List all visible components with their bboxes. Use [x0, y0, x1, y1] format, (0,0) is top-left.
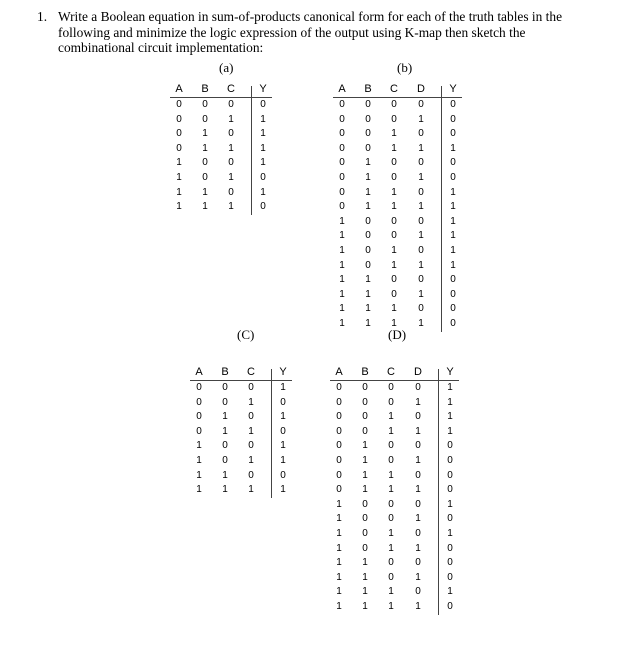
output-cell: 0 — [447, 557, 453, 569]
input-cell: 1 — [336, 513, 342, 525]
input-cell: 1 — [388, 425, 394, 437]
input-cell: 0 — [248, 440, 254, 452]
input-cell: 1 — [339, 245, 345, 256]
input-cell: 1 — [248, 455, 254, 466]
input-cell: 0 — [228, 186, 234, 198]
input-cell: 1 — [339, 288, 345, 300]
input-cell: 1 — [365, 172, 371, 183]
input-cell: 0 — [248, 382, 254, 393]
input-cell: 0 — [339, 186, 345, 198]
input-cell: 1 — [222, 469, 228, 481]
input-cell: 0 — [365, 245, 371, 256]
input-cell: 0 — [418, 157, 424, 169]
output-cell: 1 — [450, 142, 456, 154]
output-cell: 0 — [260, 172, 266, 183]
input-cell: 0 — [339, 99, 345, 110]
input-cell: 1 — [415, 396, 421, 408]
input-cell: 0 — [339, 113, 345, 125]
header-a: A — [338, 83, 346, 95]
output-cell: 0 — [450, 99, 456, 110]
input-cell: 1 — [418, 259, 424, 271]
input-cell: 0 — [388, 455, 394, 466]
header-b: B — [221, 366, 229, 378]
input-cell: 1 — [415, 542, 421, 554]
input-cell: 1 — [222, 411, 228, 423]
output-divider — [441, 86, 442, 332]
input-cell: 1 — [336, 586, 342, 598]
input-cell: 1 — [388, 586, 394, 598]
input-cell: 0 — [362, 498, 368, 510]
output-cell: 1 — [447, 396, 453, 408]
output-cell: 1 — [447, 425, 453, 437]
input-cell: 0 — [228, 157, 234, 169]
input-cell: 0 — [415, 498, 421, 510]
input-cell: 1 — [388, 411, 394, 423]
input-cell: 1 — [391, 245, 397, 256]
input-cell: 1 — [202, 186, 208, 198]
input-cell: 0 — [365, 99, 371, 110]
input-cell: 1 — [196, 455, 202, 466]
header-c: C — [227, 83, 235, 95]
table-b-label: (b) — [397, 60, 413, 75]
input-cell: 0 — [176, 128, 182, 140]
output-cell: 1 — [450, 215, 456, 227]
input-cell: 1 — [336, 557, 342, 569]
table-d-label: (D) — [388, 327, 407, 342]
input-cell: 0 — [391, 113, 397, 125]
input-cell: 1 — [362, 440, 368, 452]
input-cell: 1 — [418, 230, 424, 242]
input-cell: 0 — [362, 396, 368, 408]
output-cell: 1 — [450, 201, 456, 213]
input-cell: 1 — [196, 484, 202, 496]
input-cell: 1 — [248, 396, 254, 408]
input-cell: 1 — [228, 172, 234, 183]
input-cell: 1 — [202, 201, 208, 213]
input-cell: 0 — [365, 113, 371, 125]
input-cell: 0 — [388, 571, 394, 583]
input-cell: 0 — [222, 455, 228, 466]
input-cell: 0 — [339, 142, 345, 154]
output-divider — [438, 369, 439, 615]
input-cell: 0 — [336, 484, 342, 496]
output-cell: 1 — [450, 186, 456, 198]
input-cell: 0 — [339, 201, 345, 213]
output-cell: 1 — [260, 113, 266, 125]
header-divider — [330, 380, 459, 381]
output-cell: 1 — [280, 484, 286, 496]
input-cell: 0 — [415, 440, 421, 452]
input-cell: 0 — [176, 99, 182, 110]
input-cell: 0 — [362, 528, 368, 539]
output-cell: 1 — [280, 382, 286, 393]
input-cell: 1 — [391, 303, 397, 315]
input-cell: 1 — [388, 528, 394, 539]
header-d: D — [417, 83, 425, 95]
input-cell: 0 — [336, 411, 342, 423]
input-cell: 1 — [339, 318, 345, 329]
output-cell: 0 — [450, 128, 456, 140]
input-cell: 1 — [228, 142, 234, 154]
input-cell: 0 — [365, 215, 371, 227]
output-cell: 0 — [280, 396, 286, 408]
output-cell: 0 — [447, 601, 453, 612]
output-cell: 1 — [450, 230, 456, 242]
input-cell: 0 — [362, 411, 368, 423]
input-cell: 1 — [388, 601, 394, 612]
output-cell: 0 — [260, 201, 266, 213]
header-a: A — [195, 366, 203, 378]
output-cell: 0 — [450, 274, 456, 286]
input-cell: 1 — [362, 571, 368, 583]
input-cell: 0 — [202, 157, 208, 169]
input-cell: 0 — [196, 382, 202, 393]
input-cell: 0 — [196, 411, 202, 423]
input-cell: 0 — [365, 259, 371, 271]
header-y: Y — [279, 366, 287, 378]
input-cell: 0 — [336, 440, 342, 452]
input-cell: 0 — [365, 142, 371, 154]
input-cell: 1 — [339, 303, 345, 315]
input-cell: 0 — [388, 498, 394, 510]
header-divider — [333, 97, 462, 98]
input-cell: 1 — [222, 425, 228, 437]
input-cell: 1 — [362, 557, 368, 569]
input-cell: 1 — [248, 484, 254, 496]
output-cell: 1 — [280, 440, 286, 452]
input-cell: 0 — [176, 113, 182, 125]
input-cell: 0 — [336, 425, 342, 437]
output-cell: 0 — [447, 571, 453, 583]
header-y: Y — [449, 83, 457, 95]
input-cell: 0 — [362, 542, 368, 554]
question — [37, 9, 602, 56]
input-cell: 1 — [365, 157, 371, 169]
header-a: A — [175, 83, 183, 95]
input-cell: 0 — [391, 99, 397, 110]
input-cell: 1 — [196, 440, 202, 452]
output-cell: 1 — [260, 157, 266, 169]
input-cell: 1 — [388, 484, 394, 496]
input-cell: 1 — [362, 586, 368, 598]
input-cell: 0 — [415, 411, 421, 423]
input-cell: 0 — [418, 303, 424, 315]
input-cell: 0 — [228, 128, 234, 140]
input-cell: 1 — [415, 455, 421, 466]
input-cell: 1 — [391, 186, 397, 198]
output-cell: 0 — [450, 113, 456, 125]
header-y: Y — [259, 83, 267, 95]
input-cell: 1 — [202, 142, 208, 154]
header-divider — [170, 97, 272, 98]
input-cell: 1 — [222, 484, 228, 496]
input-cell: 0 — [336, 469, 342, 481]
input-cell: 1 — [415, 484, 421, 496]
output-cell: 0 — [447, 455, 453, 466]
input-cell: 1 — [418, 318, 424, 329]
input-cell: 0 — [202, 99, 208, 110]
input-cell: 0 — [202, 172, 208, 183]
input-cell: 0 — [391, 230, 397, 242]
input-cell: 1 — [415, 425, 421, 437]
output-cell: 1 — [447, 382, 453, 393]
input-cell: 0 — [391, 274, 397, 286]
input-cell: 1 — [418, 113, 424, 125]
input-cell: 1 — [336, 498, 342, 510]
input-cell: 0 — [418, 274, 424, 286]
input-cell: 1 — [176, 157, 182, 169]
input-cell: 0 — [418, 215, 424, 227]
input-cell: 0 — [415, 557, 421, 569]
input-cell: 1 — [365, 201, 371, 213]
input-cell: 0 — [391, 215, 397, 227]
input-cell: 0 — [362, 382, 368, 393]
input-cell: 0 — [362, 425, 368, 437]
input-cell: 0 — [418, 186, 424, 198]
input-cell: 1 — [365, 274, 371, 286]
output-cell: 0 — [447, 542, 453, 554]
input-cell: 0 — [391, 288, 397, 300]
header-d: D — [414, 366, 422, 378]
output-cell: 1 — [260, 128, 266, 140]
output-cell: 0 — [280, 469, 286, 481]
input-cell: 0 — [248, 469, 254, 481]
output-cell: 0 — [447, 440, 453, 452]
header-c: C — [390, 83, 398, 95]
header-c: C — [247, 366, 255, 378]
input-cell: 0 — [418, 245, 424, 256]
output-cell: 1 — [450, 245, 456, 256]
input-cell: 0 — [339, 172, 345, 183]
output-cell: 0 — [450, 303, 456, 315]
input-cell: 1 — [418, 288, 424, 300]
output-cell: 0 — [450, 318, 456, 329]
input-cell: 1 — [176, 201, 182, 213]
question-number: 1. — [37, 9, 48, 24]
input-cell: 0 — [388, 440, 394, 452]
input-cell: 0 — [415, 469, 421, 481]
table-a-label: (a) — [219, 60, 234, 75]
input-cell: 1 — [339, 274, 345, 286]
output-cell: 1 — [447, 528, 453, 539]
input-cell: 0 — [336, 382, 342, 393]
input-cell: 0 — [336, 396, 342, 408]
input-cell: 1 — [339, 215, 345, 227]
input-cell: 1 — [418, 142, 424, 154]
input-cell: 0 — [196, 396, 202, 408]
input-cell: 1 — [391, 201, 397, 213]
input-cell: 0 — [222, 396, 228, 408]
output-cell: 0 — [447, 513, 453, 525]
output-cell: 1 — [450, 259, 456, 271]
input-cell: 0 — [365, 128, 371, 140]
output-cell: 1 — [280, 455, 286, 466]
input-cell: 1 — [336, 601, 342, 612]
input-cell: 1 — [388, 469, 394, 481]
input-cell: 1 — [339, 230, 345, 242]
input-cell: 1 — [362, 601, 368, 612]
output-cell: 0 — [450, 172, 456, 183]
input-cell: 1 — [196, 469, 202, 481]
output-cell: 1 — [280, 411, 286, 423]
header-divider — [190, 380, 292, 381]
header-a: A — [335, 366, 343, 378]
input-cell: 1 — [415, 601, 421, 612]
input-cell: 1 — [362, 455, 368, 466]
input-cell: 0 — [362, 513, 368, 525]
input-cell: 0 — [365, 230, 371, 242]
input-cell: 0 — [248, 411, 254, 423]
output-cell: 0 — [447, 469, 453, 481]
input-cell: 0 — [176, 142, 182, 154]
input-cell: 1 — [391, 142, 397, 154]
output-cell: 0 — [260, 99, 266, 110]
input-cell: 1 — [391, 259, 397, 271]
input-cell: 0 — [196, 425, 202, 437]
output-cell: 1 — [260, 186, 266, 198]
header-c: C — [387, 366, 395, 378]
input-cell: 1 — [202, 128, 208, 140]
input-cell: 0 — [336, 455, 342, 466]
input-cell: 1 — [418, 201, 424, 213]
question-text: Write a Boolean equation in sum-of-products canonical form for each of the truth tables in the following and minimize the logic expression of the output using K-map then sketch the combinational circuit implementation: — [58, 9, 563, 55]
input-cell: 0 — [388, 513, 394, 525]
output-cell: 0 — [447, 484, 453, 496]
input-cell: 0 — [415, 382, 421, 393]
input-cell: 1 — [365, 303, 371, 315]
output-cell: 1 — [447, 586, 453, 598]
input-cell: 1 — [339, 259, 345, 271]
input-cell: 0 — [391, 157, 397, 169]
output-cell: 1 — [260, 142, 266, 154]
input-cell: 0 — [415, 586, 421, 598]
input-cell: 0 — [222, 440, 228, 452]
output-divider — [251, 86, 252, 215]
output-cell: 1 — [447, 498, 453, 510]
input-cell: 1 — [176, 186, 182, 198]
input-cell: 1 — [228, 113, 234, 125]
input-cell: 0 — [391, 172, 397, 183]
input-cell: 0 — [222, 382, 228, 393]
input-cell: 0 — [418, 128, 424, 140]
output-divider — [271, 369, 272, 498]
input-cell: 0 — [388, 382, 394, 393]
input-cell: 0 — [202, 113, 208, 125]
output-cell: 0 — [450, 288, 456, 300]
output-cell: 1 — [447, 411, 453, 423]
input-cell: 1 — [336, 542, 342, 554]
input-cell: 0 — [339, 128, 345, 140]
input-cell: 1 — [418, 172, 424, 183]
input-cell: 1 — [391, 128, 397, 140]
output-cell: 0 — [450, 157, 456, 169]
header-b: B — [364, 83, 372, 95]
header-b: B — [361, 366, 369, 378]
input-cell: 0 — [339, 157, 345, 169]
input-cell: 1 — [248, 425, 254, 437]
input-cell: 1 — [336, 571, 342, 583]
input-cell: 1 — [415, 513, 421, 525]
input-cell: 1 — [365, 186, 371, 198]
input-cell: 1 — [176, 172, 182, 183]
input-cell: 1 — [362, 469, 368, 481]
input-cell: 1 — [365, 318, 371, 329]
input-cell: 0 — [418, 99, 424, 110]
table-c-label: (C) — [237, 327, 255, 342]
output-cell: 0 — [280, 425, 286, 437]
input-cell: 0 — [228, 99, 234, 110]
input-cell: 1 — [362, 484, 368, 496]
input-cell: 1 — [388, 542, 394, 554]
input-cell: 1 — [336, 528, 342, 539]
input-cell: 0 — [388, 396, 394, 408]
header-y: Y — [446, 366, 454, 378]
input-cell: 0 — [415, 528, 421, 539]
input-cell: 1 — [391, 318, 397, 329]
input-cell: 1 — [415, 571, 421, 583]
input-cell: 0 — [388, 557, 394, 569]
input-cell: 1 — [365, 288, 371, 300]
header-b: B — [201, 83, 209, 95]
input-cell: 1 — [228, 201, 234, 213]
